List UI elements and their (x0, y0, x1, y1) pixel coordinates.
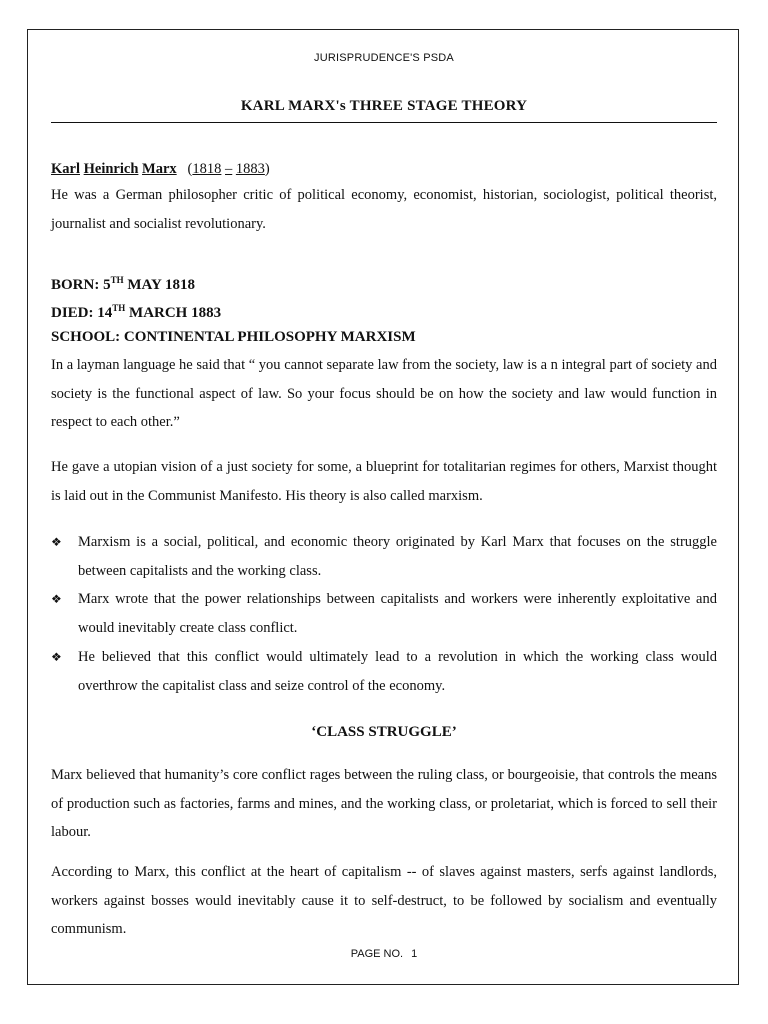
vision-paragraph: He gave a utopian vision of a just society for some, a blueprint for totalitarian regimes for others, Marxist thought is laid out in the Communist Manifesto. His theory is also called marxism. (51, 459, 717, 504)
died-rest: MARCH 1883 (125, 305, 222, 321)
document-title: KARL MARX's THREE STAGE THEORY (240, 98, 528, 114)
died-label: DIED: 14 (51, 305, 113, 321)
diamond-bullet-icon: ❖ (51, 535, 62, 549)
list-item: ❖ Marxism is a social, political, and economic theory originated by Karl Marx that focuses on the struggle between capitalists and the working class. (51, 528, 717, 585)
school-line: SCHOOL: CONTINENTAL PHILOSOPHY MARXISM (51, 329, 416, 345)
born-sup: TH (110, 275, 124, 285)
diamond-bullet-icon: ❖ (51, 592, 62, 607)
middle-name: Heinrich (83, 161, 139, 177)
death-year: 1883 (235, 161, 265, 177)
class-paragraph-1: Marx believed that humanity’s core conflict rages between the ruling class, or bourgeoisie, that controls the means of production such as factories, farms and mines, and the working class, or proletariat, which is forced to sell their labour. (51, 767, 717, 840)
born-rest: MAY 1818 (123, 277, 195, 293)
born-label: BORN: 5 (51, 277, 111, 293)
died-sup: TH (112, 303, 126, 313)
first-name: Karl (51, 161, 80, 177)
page-number: 1 (411, 948, 418, 960)
name-line: Karl Heinrich Marx (1818 – 1883) (51, 161, 270, 177)
list-item: ❖ He believed that this conflict would ultimately lead to a revolution in which the working class would overthrow the capitalist class and seize control of the economy. (51, 643, 717, 700)
intro-paragraph: He was a German philosopher critic of political economy, economist, historian, sociologist, political theorist, journalist and socialist revolutionary. (51, 187, 717, 232)
bullet-list (51, 528, 717, 700)
last-name: Marx (142, 161, 177, 177)
title-underline (51, 122, 717, 123)
class-paragraph-2: According to Marx, this conflict at the heart of capitalism -- of slaves against masters, serfs against landlords, workers against bosses would inevitably cause it to self-destruct, to be followed by socialism and eventually communism. (51, 864, 717, 937)
list-item: ❖ Marx wrote that the power relationships between capitalists and workers were inherently exploitative and would inevitably create class conflict. (51, 585, 717, 642)
page-footer (0, 948, 768, 960)
year-dash: – (225, 161, 233, 177)
page-label: PAGE NO. (350, 948, 404, 960)
document-header: JURISPRUDENCE'S PSDA (314, 52, 454, 64)
diamond-bullet-icon: ❖ (51, 649, 62, 664)
class-struggle-heading: ‘CLASS STRUGGLE’ (311, 724, 457, 740)
birth-year: 1818 (192, 161, 222, 177)
quote-paragraph: In a layman language he said that “ you cannot separate law from the society, law is a n integral part of society and society is the functional aspect of law. So your focus should be on how the society and law would function in respect to each other.” (51, 357, 717, 430)
